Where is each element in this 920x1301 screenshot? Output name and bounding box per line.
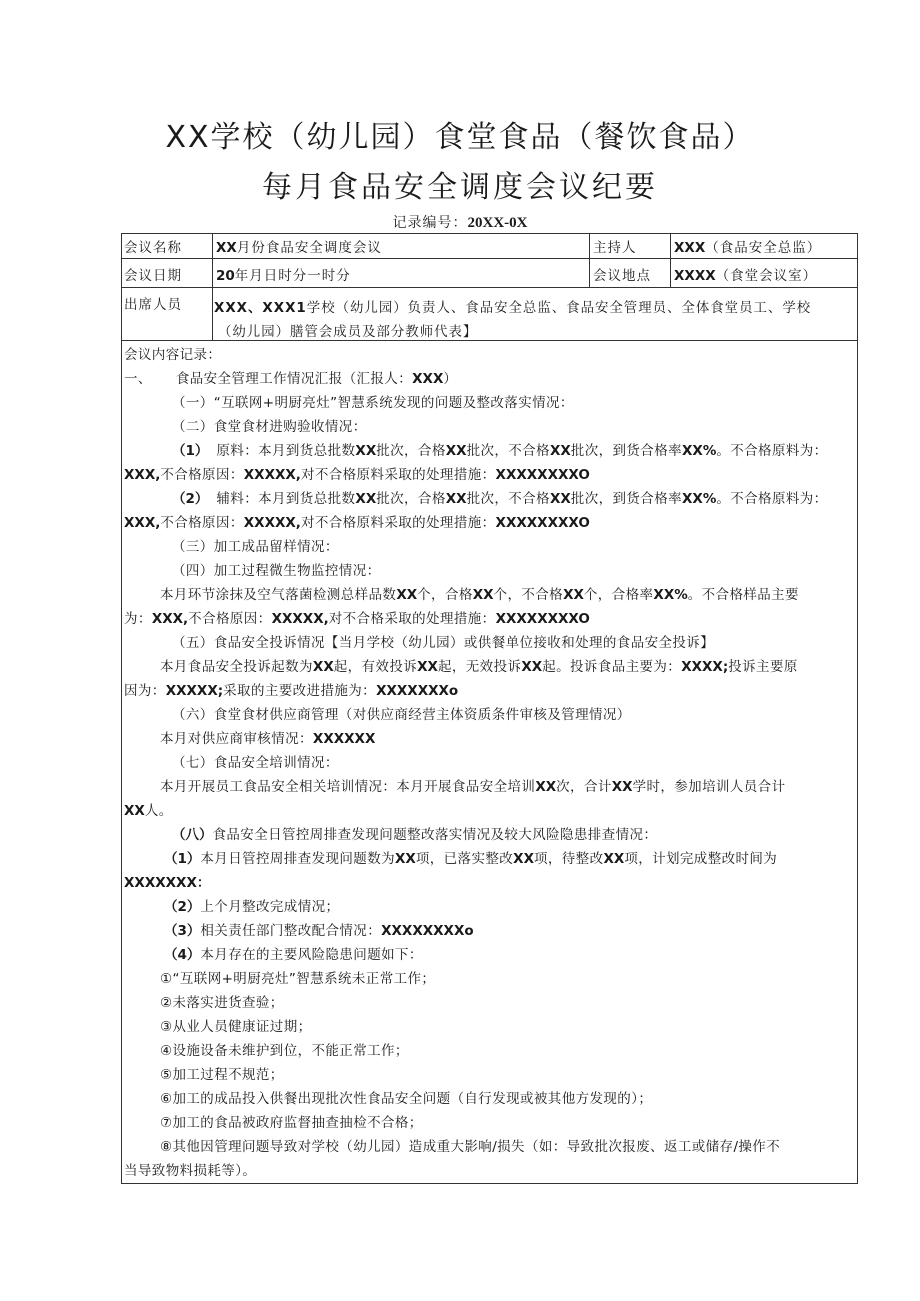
- text: 对不合格采取的处理措施：: [328, 611, 496, 627]
- value: XXXXXXXXO: [495, 611, 590, 627]
- section-title: 食品安全管理工作情况汇报（汇报人：: [175, 371, 413, 387]
- sub-number: （八）: [172, 827, 213, 843]
- section-number: 一、: [124, 371, 152, 387]
- text: 。不合格样品主要: [687, 587, 799, 603]
- text: 批次，到货合格率: [570, 443, 682, 459]
- text: 。不合格原料为：: [716, 443, 828, 459]
- value: XX: [472, 587, 494, 603]
- value: XX: [395, 851, 416, 867]
- text: 本月存在的主要风险隐患问题如下：: [200, 947, 423, 963]
- text: 项，已落实整改: [415, 851, 514, 867]
- value: XX: [549, 491, 571, 507]
- text: 为：: [124, 611, 152, 627]
- risk-item: ③从业人员健康证过期；: [160, 1019, 312, 1035]
- content-heading: 会议内容记录：: [124, 347, 222, 363]
- value: XX: [312, 659, 334, 675]
- value: XXXXXXXXO: [495, 467, 590, 483]
- meeting-name-value: [216, 236, 382, 256]
- text: 批次，合格: [376, 443, 446, 459]
- value: XX: [355, 491, 377, 507]
- value: XXXXXXXo: [376, 683, 459, 699]
- sub-number: （2）: [164, 899, 201, 915]
- item-1: （一）“互联网+明厨亮灶”智慧系统发现的问题及整改落实情况：: [172, 395, 574, 411]
- meeting-place-room: （食堂会议室）: [715, 268, 818, 284]
- risk-item: ⑦加工的食品被政府监督抽查抽检不合格；: [160, 1115, 423, 1131]
- value: XX: [535, 779, 557, 795]
- meeting-place-label: 会议地点: [593, 268, 651, 284]
- text: 人。: [144, 803, 173, 819]
- table-column-divider: [212, 233, 213, 340]
- attendees-names: XXX、XXX1: [214, 300, 307, 316]
- value: XX: [521, 659, 543, 675]
- risk-item: ④设施设备未维护到位，不能正常工作；: [160, 1043, 409, 1059]
- microbial-line-2: [124, 609, 590, 629]
- meeting-date-year: 20: [216, 268, 235, 284]
- value: XXXX;: [681, 659, 729, 675]
- record-number-value: 20XX-0X: [467, 215, 528, 231]
- value: XXXXX,: [243, 515, 301, 531]
- attendees-value: [214, 296, 854, 344]
- text: 食品安全日管控周排查发现问题整改落实情况及较大风险隐患排查情况：: [212, 827, 658, 843]
- training-line-2: [124, 801, 173, 821]
- meeting-name-text: 月份食品安全调度会议: [236, 240, 382, 256]
- text: 个，合格率: [583, 587, 654, 603]
- attendees-roles: 学校（幼儿园）负责人、食品安全总监、食品安全管理员、全体食堂员工、学校: [306, 300, 812, 316]
- text: 上个月整改完成情况；: [200, 899, 340, 915]
- text: 学时，参加培训人员合计: [632, 779, 786, 795]
- value: XXXXXXXXo: [381, 923, 474, 939]
- item-3: （三）加工成品留样情况：: [172, 539, 339, 555]
- table-column-divider: [670, 233, 671, 287]
- auxiliary-material-line-2: [124, 513, 590, 533]
- meeting-name-month: XX: [216, 240, 237, 256]
- inspection-line-2: [124, 873, 210, 893]
- text: 投诉主要原: [728, 659, 798, 675]
- value: XX: [445, 443, 467, 459]
- value: XX: [563, 587, 584, 603]
- value: XX: [417, 659, 438, 675]
- value: XXXXX,: [243, 467, 301, 483]
- text: 批次，不合格: [466, 443, 550, 459]
- meeting-date-label: 会议日期: [124, 268, 182, 284]
- cooperation-line: [164, 921, 474, 941]
- risk-item: ⑤加工过程不规范；: [160, 1067, 284, 1083]
- value: XX%: [682, 491, 717, 507]
- value: XX: [549, 443, 571, 459]
- value: XXXXXXXXO: [495, 515, 590, 531]
- text: 起。投诉食品主要为：: [542, 659, 682, 675]
- table-row-divider: [121, 258, 858, 259]
- risk-heading: [164, 945, 423, 965]
- text: 项，待整改: [533, 851, 604, 867]
- text: 对不合格原料采取的处理措施：: [300, 467, 496, 483]
- meeting-name-label: 会议名称: [124, 240, 182, 256]
- sub-number: （2）: [172, 491, 209, 507]
- meeting-date-text: 年月日时分一时分: [234, 268, 351, 284]
- text: 不合格原因：: [188, 611, 272, 627]
- text: 次，合计: [556, 779, 612, 795]
- text: 不合格原因：: [160, 515, 244, 531]
- meeting-place-name: XXXX: [674, 268, 716, 284]
- reporter-name: XXX: [412, 371, 444, 387]
- value: XXXXXX: [312, 731, 376, 747]
- complaint-line: [160, 657, 798, 677]
- risk-item: ⑥加工的成品投入供餐出现批次性食品安全问题（自行发现或被其他方发现的）；: [160, 1091, 653, 1107]
- text: 本月开展员工食品安全相关培训情况：本月开展食品安全培训: [160, 779, 536, 795]
- text: 本月环节涂抹及空气落菌检测总样品数: [160, 587, 397, 603]
- document-title-line1: XX学校（幼儿园）食堂食品（餐饮食品）: [165, 120, 755, 155]
- value: XXXXX,: [271, 611, 329, 627]
- item-6: （六）食堂食材供应商管理（对供应商经营主体资质条件审核及管理情况）: [172, 707, 631, 723]
- value: XX%: [653, 587, 688, 603]
- item-7: （七）食品安全培训情况：: [172, 755, 339, 771]
- value: XXXXXXX：: [124, 875, 211, 891]
- rectification-line: [164, 897, 339, 917]
- host-role: （食品安全总监）: [705, 240, 822, 256]
- value: XXXXX;: [165, 683, 224, 699]
- value: XX: [124, 803, 145, 819]
- table-column-divider: [589, 233, 590, 287]
- text: 不合格原因：: [160, 467, 244, 483]
- document-title-line2: 每月食品安全调度会议纪要: [262, 170, 658, 205]
- value: XX: [396, 587, 418, 603]
- text: 起，有效投诉: [333, 659, 418, 675]
- text: 起，无效投诉: [437, 659, 522, 675]
- sub-number: （1）: [172, 443, 209, 459]
- complaint-line-2: [124, 681, 458, 701]
- text: 个，合格: [417, 587, 473, 603]
- raw-material-line-2: [124, 465, 590, 485]
- value: XXX,: [124, 467, 161, 483]
- risk-item: ⑧其他因管理问题导致对学校（幼儿园）造成重大影响/损失（如：导致批次报废、返工或储存/操作不: [160, 1139, 781, 1155]
- microbial-line: [160, 585, 799, 605]
- value: XXX,: [124, 515, 161, 531]
- sub-number: （3）: [164, 923, 201, 939]
- text: 本月食品安全投诉起数为: [160, 659, 313, 675]
- record-number: [0, 212, 920, 232]
- text: 因为：: [124, 683, 166, 699]
- risk-item: ①“互联网+明厨亮灶”智慧系统未正常工作；: [160, 971, 436, 987]
- text: 原料：本月到货总批数: [216, 443, 356, 459]
- text: 批次，合格: [376, 491, 446, 507]
- record-number-label: 记录编号：: [392, 215, 468, 231]
- sub-number: （1）: [164, 851, 201, 867]
- text: 本月对供应商审核情况：: [160, 731, 313, 747]
- item-2: （二）食堂食材进购验收情况：: [172, 419, 367, 435]
- risk-item: ②未落实进货查验；: [160, 995, 284, 1011]
- attendees-line: [214, 296, 850, 320]
- value: XX: [603, 851, 625, 867]
- attendees-label: 出席人员: [124, 297, 182, 313]
- text: 本月日管控周排查发现问题数为: [200, 851, 396, 867]
- auxiliary-material-line: [172, 489, 828, 509]
- value: XX: [355, 443, 377, 459]
- table-row-divider: [121, 287, 858, 288]
- item-5: （五）食品安全投诉情况【当月学校（幼儿园）或供餐单位接收和处理的食品安全投诉】: [172, 635, 715, 651]
- section-1-heading: [124, 369, 457, 389]
- text: 项，计划完成整改时间为: [624, 851, 778, 867]
- text: 采取的主要改进措施为：: [223, 683, 377, 699]
- text: 批次，不合格: [466, 491, 550, 507]
- risk-item-continued: 当导致物料损耗等）。: [124, 1163, 257, 1179]
- meeting-date-value: [216, 264, 351, 284]
- value: XX: [445, 491, 467, 507]
- text: 批次，到货合格率: [570, 491, 682, 507]
- item-4: （四）加工过程微生物监控情况：: [172, 563, 381, 579]
- value: XX: [513, 851, 534, 867]
- attendees-line: （幼儿园）膳管会成员及部分教师代表】: [217, 324, 478, 340]
- host-value: [674, 236, 821, 256]
- inspection-line: [164, 849, 777, 869]
- sub-number: （4）: [164, 947, 201, 963]
- host-name: XXX: [674, 240, 706, 256]
- text: 相关责任部门整改配合情况：: [200, 923, 382, 939]
- value: XXX,: [151, 611, 189, 627]
- text: 辅料：本月到货总批数: [216, 491, 356, 507]
- value: XX%: [682, 443, 717, 459]
- text: 。不合格原料为：: [716, 491, 828, 507]
- meeting-place-value: [674, 264, 817, 284]
- training-line: [160, 777, 785, 797]
- host-label: 主持人: [593, 240, 637, 256]
- text: 个，不合格: [493, 587, 564, 603]
- item-8: [172, 825, 657, 845]
- supplier-line: [160, 729, 375, 749]
- raw-material-line: [172, 441, 828, 461]
- section-title-end: ）: [443, 371, 458, 387]
- value: XX: [611, 779, 633, 795]
- text: 对不合格原料采取的处理措施：: [300, 515, 496, 531]
